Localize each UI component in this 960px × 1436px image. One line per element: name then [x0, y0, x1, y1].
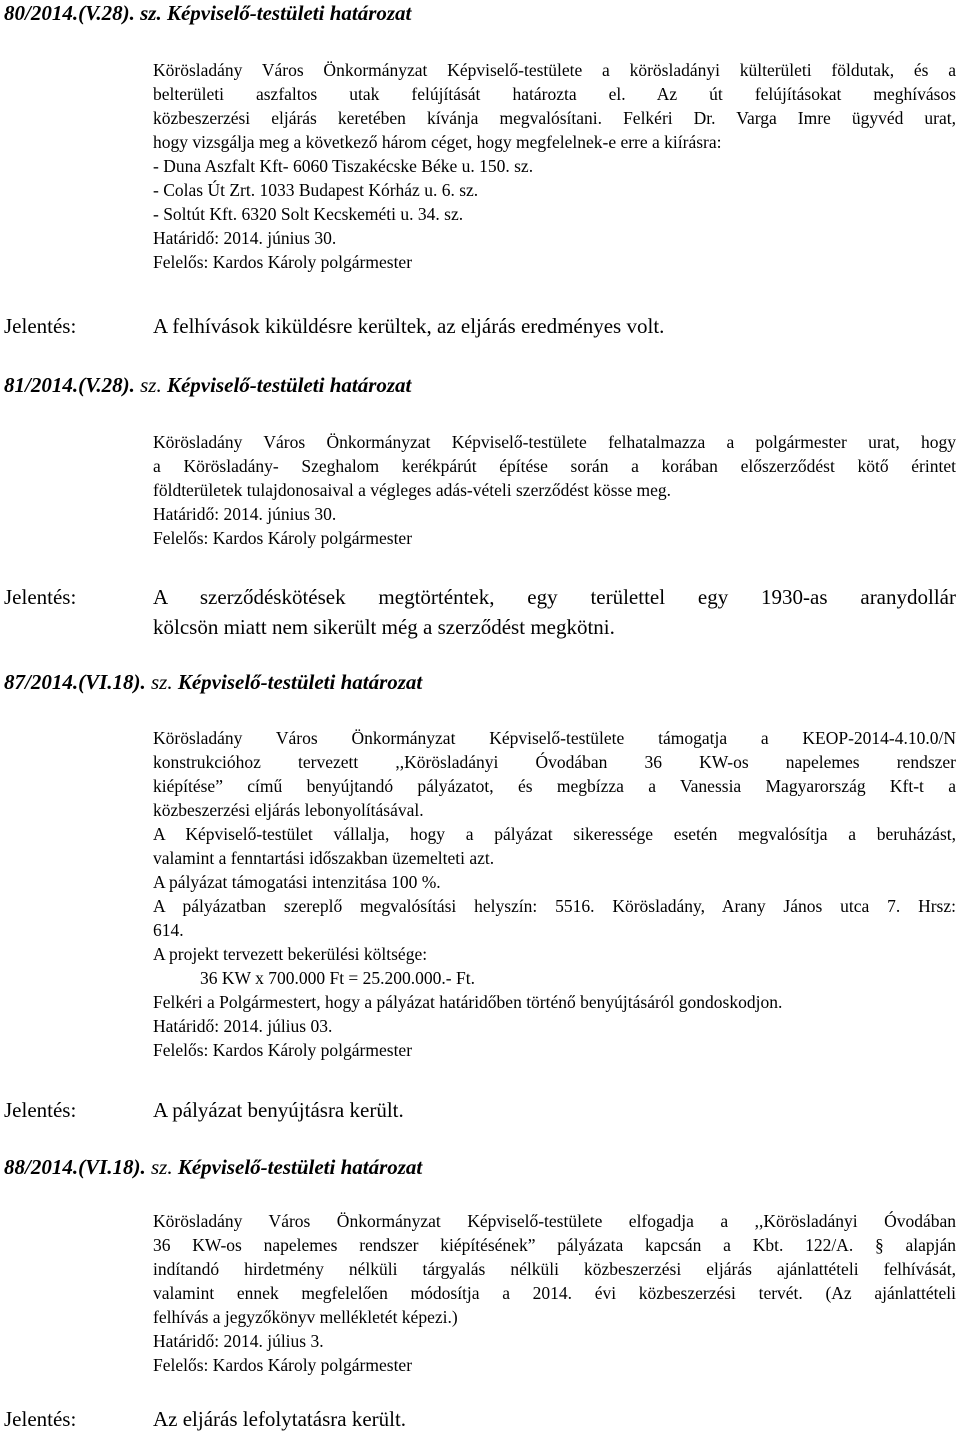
deadline: Határidő: 2014. július 3. — [153, 1331, 324, 1351]
resolution-text-line: konstrukcióhoz tervezett ,,Körösladányi Óvodában 36 KW-os napelemes rendszer — [153, 752, 956, 772]
report-text: A szerződéskötések megtörténtek, egy területtel egy 1930-as aranydollár — [153, 585, 956, 609]
responsible: Felelős: Kardos Károly polgármester — [153, 1040, 413, 1060]
resolution-text-line: valamint a fenntartási időszakban üzemelteti azt. — [153, 848, 495, 868]
report-label: Jelentés: — [4, 1098, 77, 1122]
deadline: Határidő: 2014. június 30. — [153, 504, 337, 524]
deadline: Határidő: 2014. június 30. — [153, 228, 337, 248]
resolution-text-line: Felkéri a Polgármestert, hogy a pályázat határidőben történő benyújtásáról gondoskodjon. — [153, 992, 783, 1012]
report-text: A felhívások kiküldésre kerültek, az eljárás eredményes volt. — [153, 314, 665, 338]
resolution-text-line: A pályázat támogatási intenzitása 100 %. — [153, 872, 441, 892]
resolution-text-line: A projekt tervezett bekerülési költsége: — [153, 944, 428, 964]
resolution-text-line: közbeszerzési eljárás lebonyolításával. — [153, 800, 424, 820]
company-list-item: - Duna Aszfalt Kft- 6060 Tiszakécske Béke u. 150. sz. — [153, 156, 534, 176]
resolution-heading: 81/2014.(V.28). sz. Képviselő-testületi határozat — [4, 373, 412, 397]
resolution-text-line: közbeszerzési eljárás keretében kívánja megvalósítani. Felkéri Dr. Varga Imre ügyvéd urat, — [153, 108, 956, 128]
resolution-text-line: Körösladány Város Önkormányzat Képviselő-testülete elfogadja a ,,Körösladányi Óvodában — [153, 1211, 956, 1231]
resolution-text-line: Körösladány Város Önkormányzat Képviselő-testülete a körösladányi külterületi földutak, és a — [153, 60, 956, 80]
resolution-text-line: indítandó hirdetmény nélküli tárgyalás nélküli közbeszerzési eljárás ajánlattételi felhívását, — [153, 1259, 956, 1279]
cost-calculation: 36 KW x 700.000 Ft = 25.200.000.- Ft. — [200, 968, 475, 988]
deadline: Határidő: 2014. július 03. — [153, 1016, 333, 1036]
resolution-text-line: kiépítése” című benyújtandó pályázatot, és megbízza a Vanessia Magyarország Kft-t a — [153, 776, 956, 796]
resolution-text-line: 614. — [153, 920, 184, 940]
responsible: Felelős: Kardos Károly polgármester — [153, 252, 413, 272]
report-text: Az eljárás lefolytatásra került. — [153, 1407, 407, 1431]
resolution-text-line: felhívás a jegyzőkönyv mellékletét képezi.) — [153, 1307, 458, 1327]
resolution-text-line: belterületi aszfaltos utak felújítását határozta el. Az út felújításokat meghívásos — [153, 84, 956, 104]
resolution-heading: 87/2014.(VI.18). sz. Képviselő-testületi határozat — [4, 670, 423, 694]
resolution-text-line: A Képviselő-testület vállalja, hogy a pályázat sikeressége esetén megvalósítja a beruházást, — [153, 824, 956, 844]
report-label: Jelentés: — [4, 314, 77, 338]
resolution-text-line: A pályázatban szereplő megvalósítási helyszín: 5516. Körösladány, Arany János utca 7. Hrsz: — [153, 896, 956, 916]
resolution-text-line: a Körösladány- Szeghalom kerékpárút építése során a korában előszerződést kötő érintet — [153, 456, 956, 476]
company-list-item: - Colas Út Zrt. 1033 Budapest Kórház u. 6. sz. — [153, 180, 479, 200]
resolution-text-line: Körösladány Város Önkormányzat Képviselő-testülete felhatalmazza a polgármester urat, hogy — [153, 432, 956, 452]
resolution-text-line: Körösladány Város Önkormányzat Képviselő-testülete támogatja a KEOP-2014-4.10.0/N — [153, 728, 956, 748]
responsible: Felelős: Kardos Károly polgármester — [153, 1355, 413, 1375]
resolution-text-line: hogy vizsgálja meg a következő három céget, hogy megfelelnek-e erre a kiírásra: — [153, 132, 722, 152]
report-label: Jelentés: — [4, 585, 77, 609]
resolution-heading: 80/2014.(V.28). sz. Képviselő-testületi határozat — [4, 1, 412, 25]
report-text: kölcsön miatt nem sikerült még a szerződést megkötni. — [153, 615, 615, 639]
resolution-heading: 88/2014.(VI.18). sz. Képviselő-testületi határozat — [4, 1155, 423, 1179]
report-label: Jelentés: — [4, 1407, 77, 1431]
company-list-item: - Soltút Kft. 6320 Solt Kecskeméti u. 34. sz. — [153, 204, 464, 224]
resolution-text-line: valamint ennek megfelelően módosítja a 2014. évi közbeszerzési tervét. (Az ajánlattételi — [153, 1283, 956, 1303]
resolution-text-line: földterületek tulajdonosaival a végleges adás-vételi szerződést kösse meg. — [153, 480, 672, 500]
report-text: A pályázat benyújtásra került. — [153, 1098, 404, 1122]
responsible: Felelős: Kardos Károly polgármester — [153, 528, 413, 548]
resolution-text-line: 36 KW-os napelemes rendszer kiépítésének” pályázata kapcsán a Kbt. 122/A. § alapján — [153, 1235, 956, 1255]
